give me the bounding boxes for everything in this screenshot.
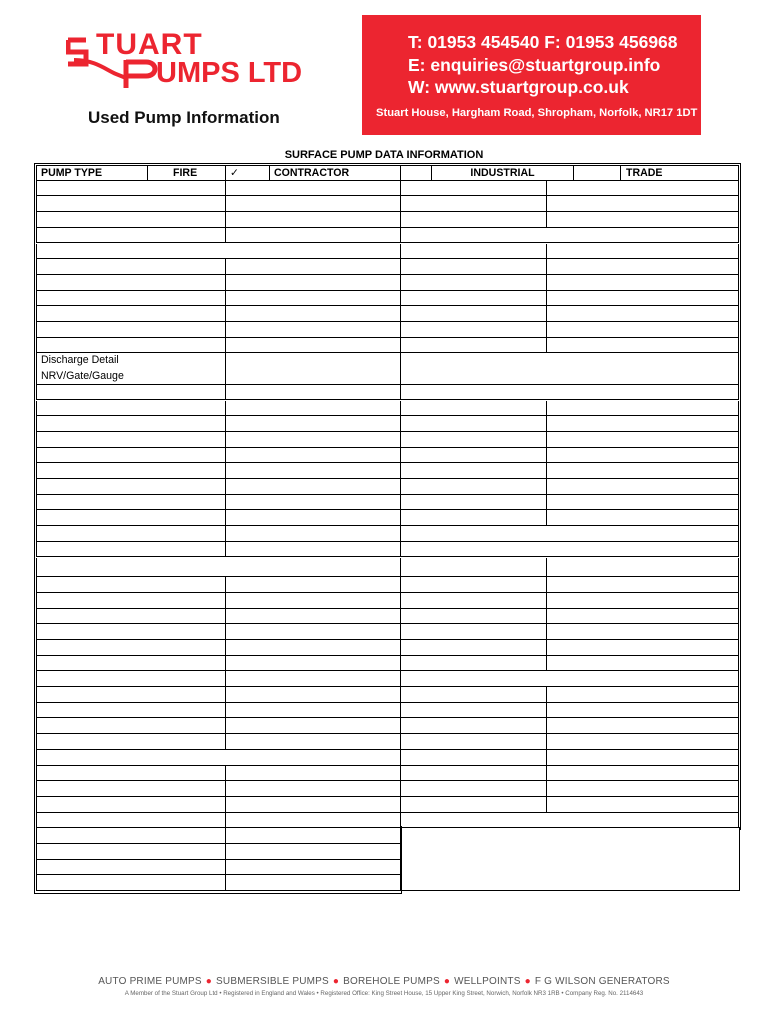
service-item: F G WILSON GENERATORS: [534, 976, 670, 987]
website: W: www.stuartgroup.co.uk: [408, 77, 629, 97]
pump-type-cell: ✓: [226, 165, 270, 181]
svg-text:TUART: TUART: [96, 30, 203, 61]
pump-type-cell: CONTRACTOR: [270, 165, 401, 181]
services-footer: [0, 976, 768, 987]
pump-type-cell: TRADE: [621, 165, 739, 181]
contact-panel: [362, 15, 701, 135]
stuart-pumps-logo: [66, 30, 366, 92]
pump-type-cell: PUMP TYPE: [36, 165, 148, 181]
service-item: AUTO PRIME PUMPS: [98, 976, 202, 987]
table-outer-frame-lower: [34, 826, 402, 894]
pump-type-cell: INDUSTRIAL: [432, 165, 574, 181]
service-item: BOREHOLE PUMPS: [343, 976, 440, 987]
form-title: SURFACE PUMP DATA INFORMATION: [284, 149, 484, 161]
phone-fax: T: 01953 454540 F: 01953 456968: [408, 32, 678, 52]
svg-text:UMPS LTD: UMPS LTD: [156, 57, 303, 89]
field-label-line: Discharge Detail: [41, 354, 119, 367]
pump-type-cell: FIRE: [148, 165, 226, 181]
bullet-icon: ●: [443, 976, 451, 987]
email: E: enquiries@stuartgroup.info: [408, 55, 661, 75]
table-outer-frame: [34, 163, 741, 830]
service-item: SUBMERSIBLE PUMPS: [216, 976, 329, 987]
bullet-icon: ●: [524, 976, 531, 987]
address: Stuart House, Hargham Road, Shropham, Norfolk, NR17 1DT: [376, 107, 698, 119]
field-label-line: NRV/Gate/Gauge: [41, 370, 124, 383]
service-item: WELLPOINTS: [454, 976, 521, 987]
page-subtitle: Used Pump Information: [88, 108, 280, 127]
bullet-icon: ●: [205, 976, 213, 987]
additional-comments-box[interactable]: [401, 827, 740, 891]
bullet-icon: ●: [332, 976, 340, 987]
legal-footer: A Member of the Stuart Group Ltd • Registered in England and Wales • Registered Office: King Street House, 15 Upper King Street, Norwich, Norfolk NR3 1RB • Company Reg. No. 2114643: [124, 990, 644, 997]
